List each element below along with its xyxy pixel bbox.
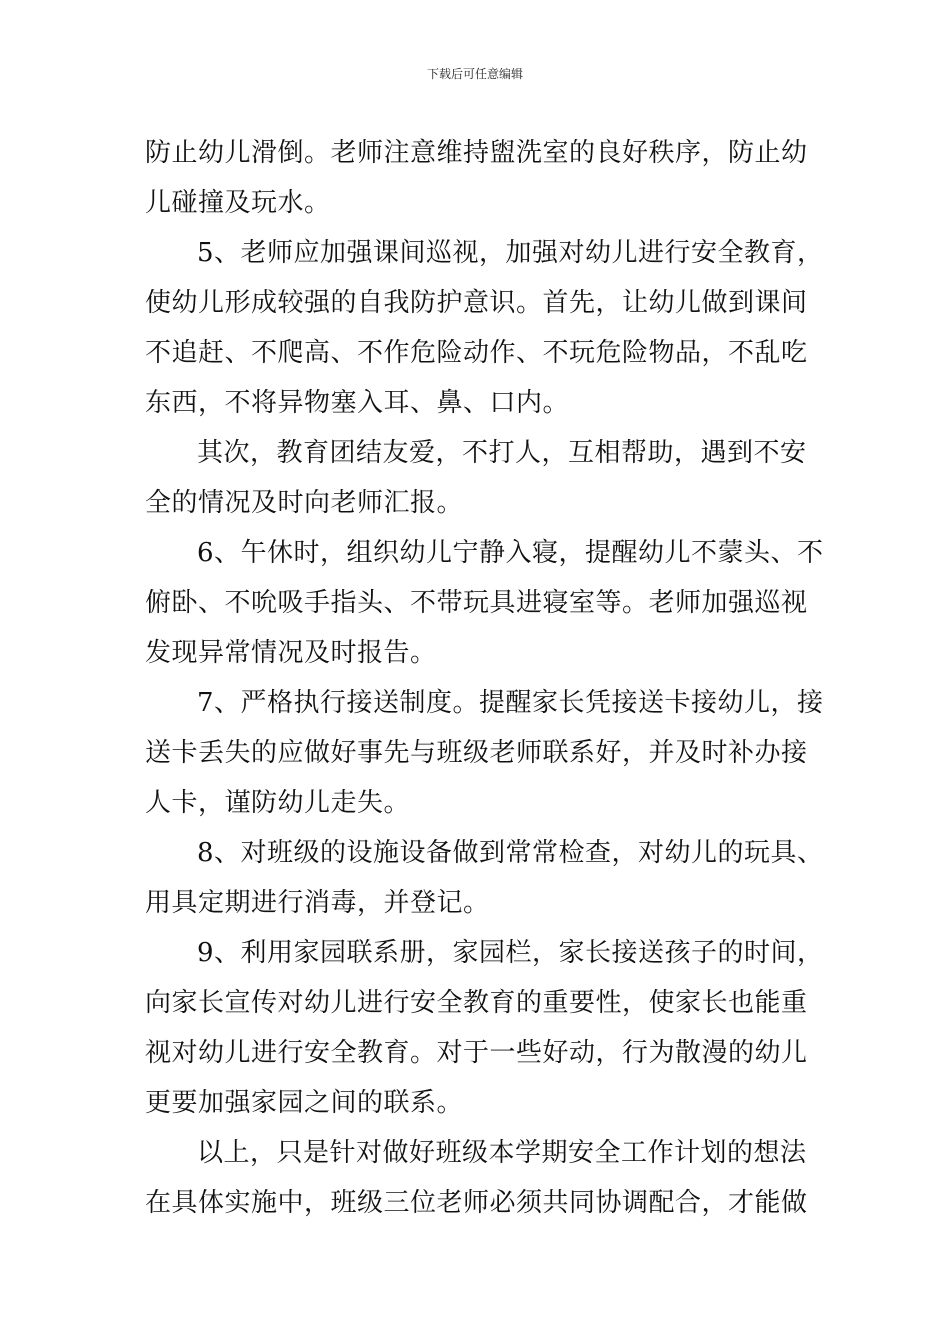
document-body: [145, 128, 824, 1228]
text-line: 视对幼儿进行安全教育。对于一些好动，行为散漫的幼儿: [145, 1038, 808, 1068]
paragraph-start-line: 6、午休时，组织幼儿宁静入寝，提醒幼儿不蒙头、不: [197, 538, 824, 568]
text-line: 东西，不将异物塞入耳、鼻、口内。: [145, 388, 570, 418]
page-header: 下载后可任意编辑: [426, 67, 523, 81]
text-line: 全的情况及时向老师汇报。: [145, 488, 464, 518]
text-line: 使幼儿形成较强的自我防护意识。首先，让幼儿做到课间: [145, 288, 808, 318]
text-line: 在具体实施中，班级三位老师必须共同协调配合，才能做: [145, 1188, 808, 1218]
text-line: 送卡丢失的应做好事先与班级老师联系好，并及时补办接: [145, 738, 808, 768]
text-line: 发现异常情况及时报告。: [145, 638, 437, 668]
paragraph-start-line: 7、严格执行接送制度。提醒家长凭接送卡接幼儿，接: [197, 688, 824, 718]
text-line: 更要加强家园之间的联系。: [145, 1088, 464, 1118]
paragraph-start-line: 其次，教育团结友爱，不打人，互相帮助，遇到不安: [197, 438, 807, 468]
paragraph-start-line: 9、利用家园联系册，家园栏，家长接送孩子的时间，: [197, 938, 824, 968]
text-line: 儿碰撞及玩水。: [145, 188, 331, 218]
text-line: 向家长宣传对幼儿进行安全教育的重要性，使家长也能重: [145, 988, 808, 1018]
paragraph-start-line: 8、对班级的设施设备做到常常检查，对幼儿的玩具、: [197, 838, 824, 868]
text-line: 不追赶、不爬高、不作危险动作、不玩危险物品，不乱吃: [145, 338, 808, 368]
paragraph-start-line: 以上，只是针对做好班级本学期安全工作计划的想法: [197, 1138, 807, 1168]
paragraph-start-line: 5、老师应加强课间巡视，加强对幼儿进行安全教育，: [197, 238, 824, 268]
text-line: 人卡，谨防幼儿走失。: [145, 788, 411, 818]
text-line: 防止幼儿滑倒。老师注意维持盥洗室的良好秩序，防止幼: [145, 138, 808, 168]
text-line: 用具定期进行消毒，并登记。: [145, 888, 490, 918]
text-line: 俯卧、不吮吸手指头、不带玩具进寝室等。老师加强巡视: [145, 588, 808, 618]
